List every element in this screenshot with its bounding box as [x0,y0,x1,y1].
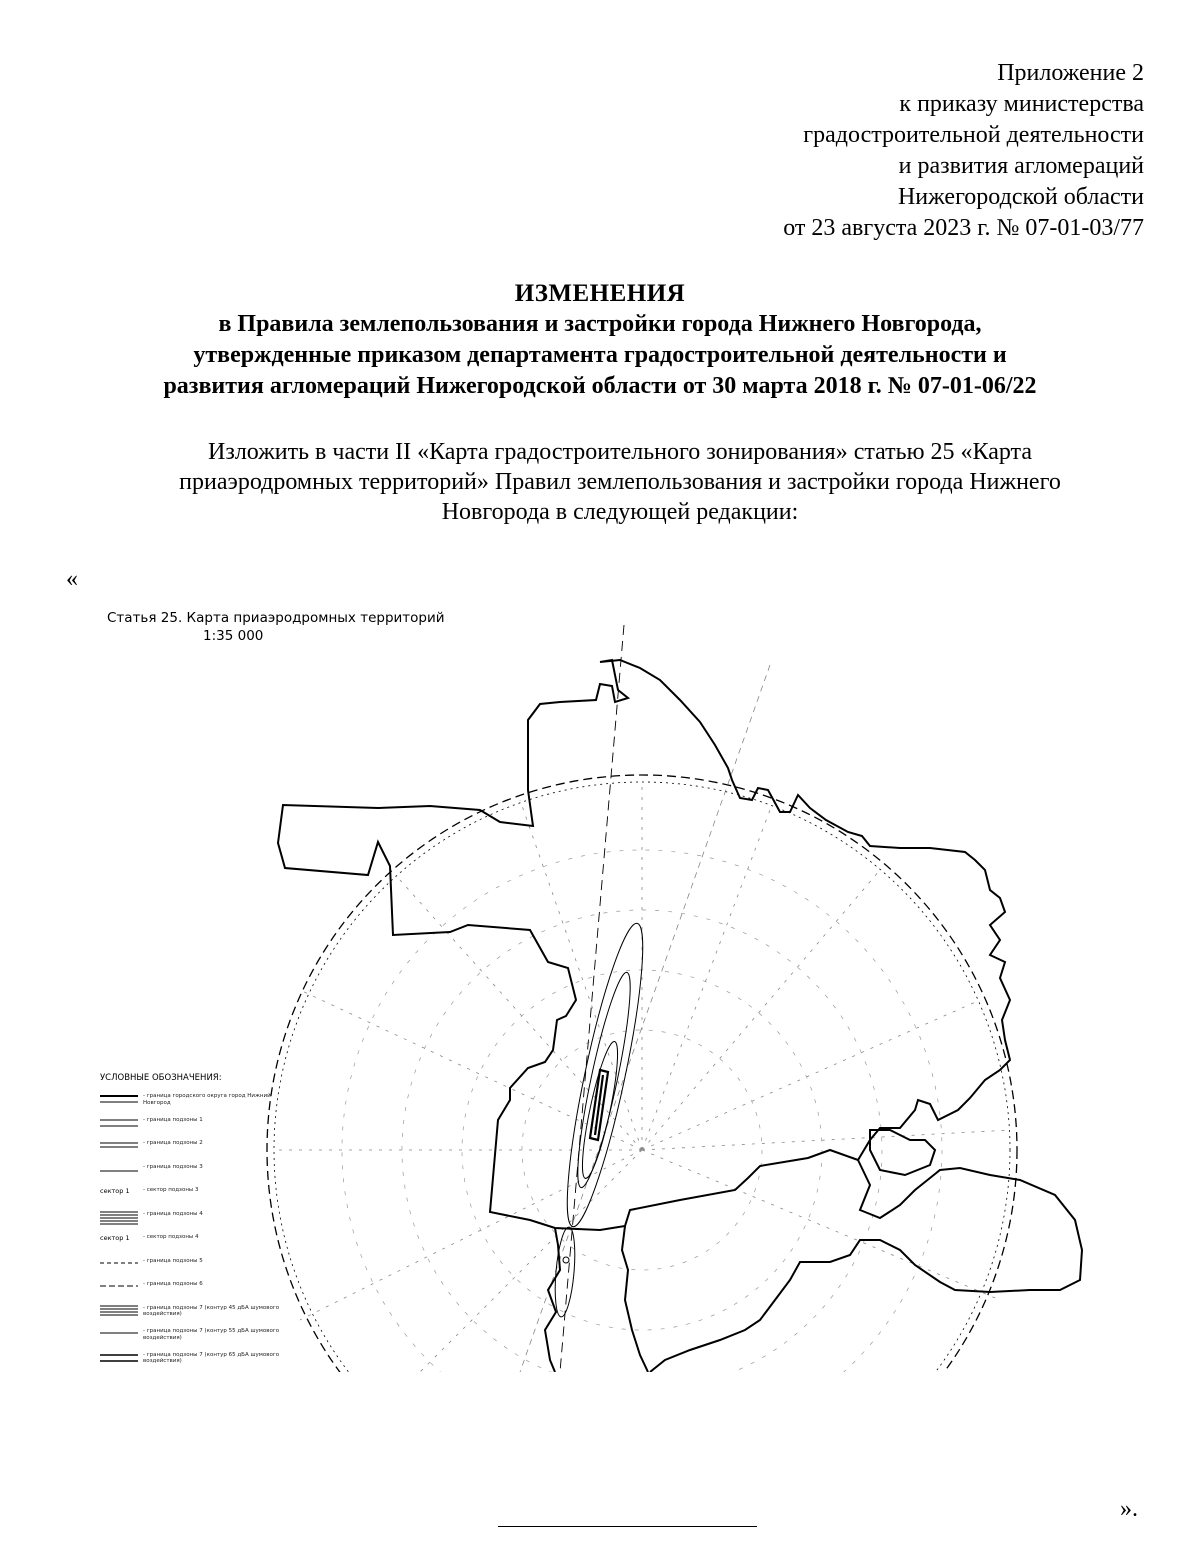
legend-symbol [100,1093,140,1107]
opening-quote: « [66,566,78,592]
map-legend [100,1073,285,1375]
header-line: и развития агломераций [898,153,1144,179]
legend-item [100,1164,285,1188]
header-line: от 23 августа 2023 г. № 07-01-03/77 [783,215,1144,241]
legend-symbol [100,1117,140,1131]
legend-symbol [100,1352,140,1366]
title-line: развития агломераций Нижегородской области от 30 марта 2018 г. № 07-01-06/22 [163,373,1037,399]
closing-quote: ». [1120,1496,1138,1522]
legend-item [100,1352,285,1376]
legend-label: - граница подзоны 5 [143,1257,203,1264]
title-main: ИЗМЕНЕНИЯ [514,280,686,307]
intro-line: Новгорода в следующей редакции: [441,499,799,525]
legend-label: - граница подзоны 7 (контур 65 дБА шумового воздействия) [143,1351,280,1364]
legend-label: - граница подзоны 7 (контур 45 дБА шумового воздействия) [143,1304,280,1317]
intro-line: Изложить в части II «Карта градостроительного зонирования» статью 25 «Карта [208,439,1032,465]
legend-symbol [100,1281,140,1295]
sector-rays [272,780,1010,1372]
title-line: утвержденные приказом департамента градостроительной деятельности и [193,342,1007,368]
legend-symbol [100,1305,140,1319]
header-line: градостроительной деятельности [803,122,1144,148]
legend-label: - граница городского округа город Нижний Новгород [143,1093,271,1106]
legend-item [100,1117,285,1141]
east-island [870,1130,935,1175]
legend-label: - сектор подзоны 3 [143,1187,199,1193]
legend-item [100,1187,285,1211]
legend-label: - граница подзоны 4 [143,1210,203,1217]
legend-label: - сектор подзоны 4 [143,1234,199,1240]
legend-item [100,1281,285,1305]
intro-line: приаэродромных территорий» Правил землепользования и застройки города Нижнего [179,469,1061,495]
city-boundary-south [545,1226,648,1372]
legend-symbol [100,1328,140,1342]
legend-symbol [100,1187,140,1201]
legend-item [100,1328,285,1352]
legend-label: - граница подзоны 2 [143,1140,203,1146]
legend-symbol [100,1211,140,1225]
title-line: в Правила землепользования и застройки города Нижнего Новгорода, [218,311,982,337]
legend-label: - граница подзоны 7 (контур 55 дБА шумового воздействия) [143,1328,280,1341]
sector-label: сектор 1 [100,1234,130,1242]
approach-line [520,665,770,1372]
city-boundary-east [650,1160,1082,1372]
legend-item [100,1211,285,1235]
legend-symbol [100,1164,140,1178]
city-boundary [278,660,1010,1230]
legend-item [100,1093,285,1117]
map-title-text: Статья 25. Карта приаэродромных территорий [107,610,445,626]
legend-label: - граница подзоны 3 [143,1163,203,1170]
header-line: Приложение 2 [997,60,1144,86]
sector-label: сектор 1 [100,1187,130,1195]
bottom-divider [498,1526,757,1527]
legend-item [100,1234,285,1258]
legend-symbol [100,1234,140,1248]
legend-symbol [100,1258,140,1272]
legend-item [100,1140,285,1164]
aerodrome-subzones [552,919,657,1317]
legend-heading: УСЛОВНЫЕ ОБОЗНАЧЕНИЯ: [100,1073,222,1083]
legend-item [100,1305,285,1329]
header-line: Нижегородской области [897,184,1144,210]
legend-label: - граница подзоны 6 [143,1281,203,1287]
legend-symbol [100,1140,140,1154]
header-line: к приказу министерства [899,91,1144,117]
map-scale: 1:35 000 [203,628,264,644]
runway-axis-line [560,625,624,1372]
legend-label: - граница подзоны 1 [143,1116,203,1123]
legend-item [100,1258,285,1282]
